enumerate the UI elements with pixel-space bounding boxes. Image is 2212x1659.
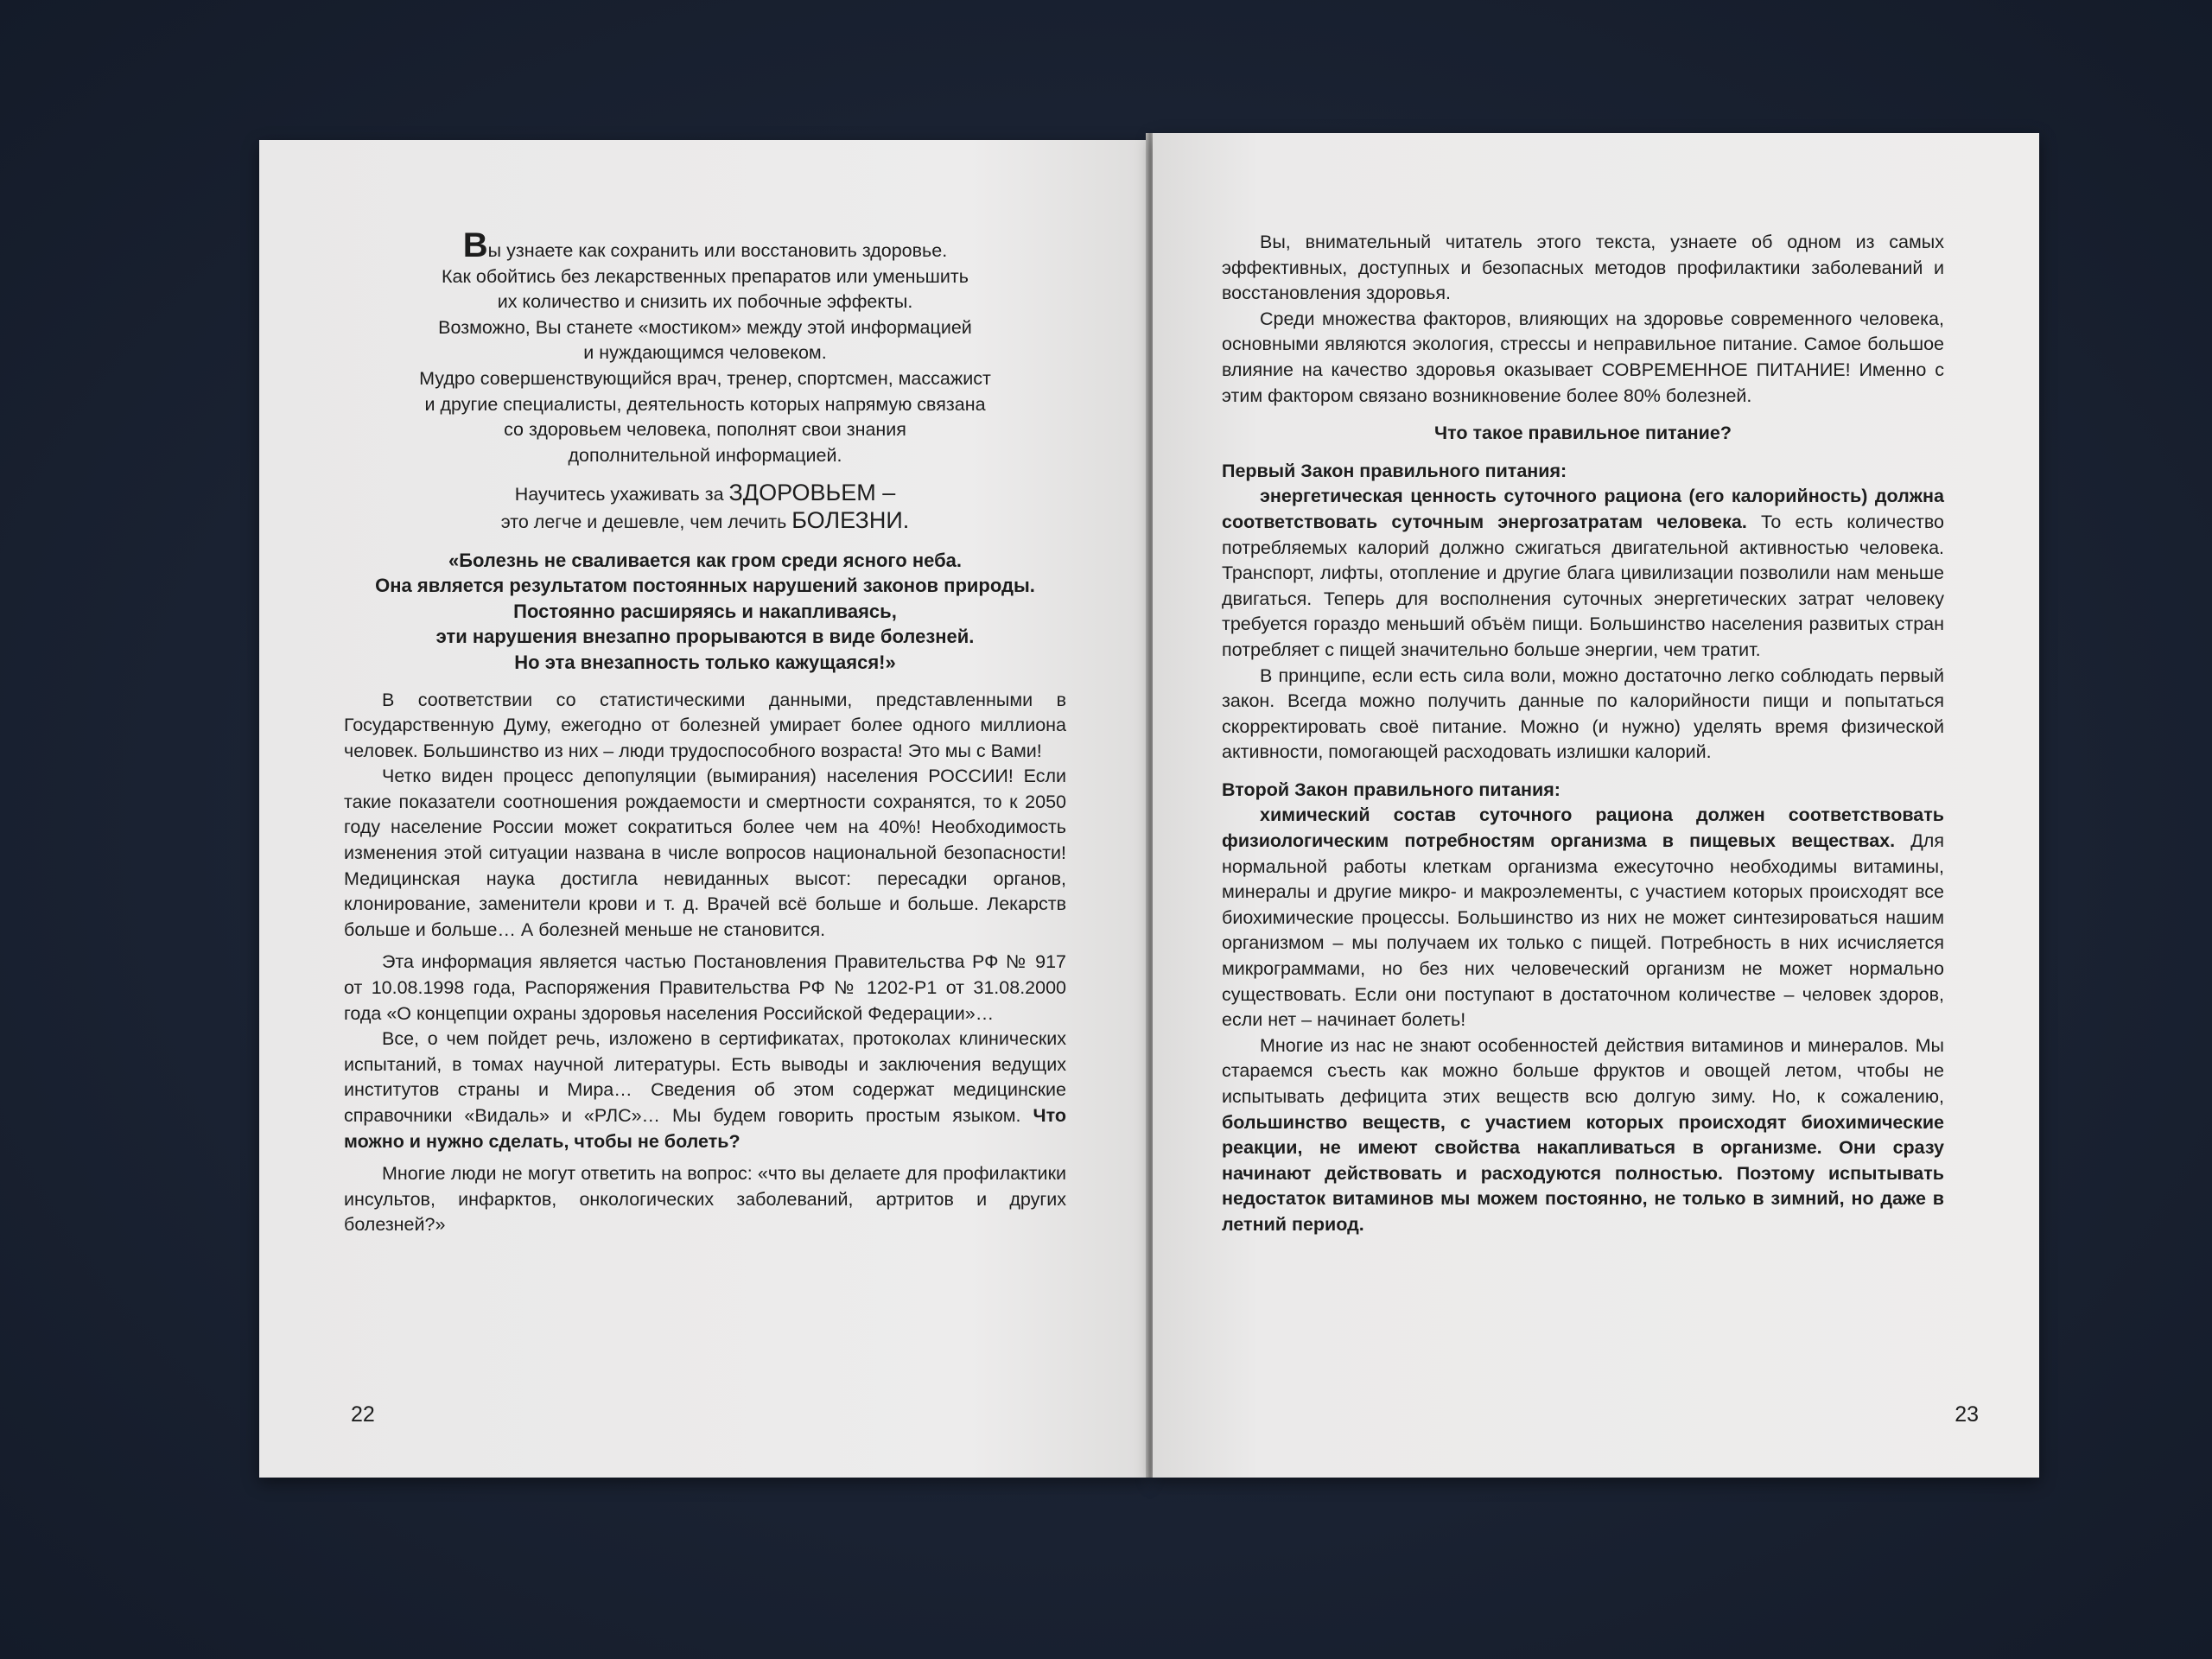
first-law-heading: Первый Закон правильного питания:: [1222, 460, 1567, 481]
quote-line: Постоянно расширяясь и накапливаясь,: [513, 600, 897, 622]
paragraph-certificates: Все, о чем пойдет речь, изложено в сертификатах, протоколах клинических испытаний, в томах научной литературы. Есть выводы и заключения ведущих институтов страны и Мира… Сведения об этом содержат медицинские справочники «Видаль» и «РЛС»… Мы будем говорить простым языком. Что можно и нужно сделать, чтобы не болеть?: [344, 1028, 1066, 1152]
drop-cap: В: [462, 226, 488, 264]
quote-line: «Болезнь не сваливается как гром среди ясного неба.: [448, 549, 963, 571]
question-bold: Что можно и нужно сделать, чтобы не болеть?: [344, 1105, 1066, 1152]
left-page-text: [344, 226, 1066, 1238]
paragraph-statistics: В соответствии со статистическими данными, представленными в Государственную Думу, ежегодно от болезней умирает более одного миллиона человек. Большинство из них – люди трудоспособного возраста! Это мы с Вами!: [344, 689, 1066, 761]
first-law-text: энергетическая ценность суточного рациона (его калорийность) должна соответствовать суточным энергозатратам человека. То есть количество потребляемых калорий должно сжигаться двигательной активностью человека. Транспорт, лифты, отопление и другие блага цивилизации позволили нам меньше двигаться. Теперь для восполнения суточных энергетических затрат человеку требуется гораздо меньший объём пищи. Большинство населения развитых стран потребляет с пищей значительно больше энергии, чем тратит.: [1222, 486, 1945, 660]
section-heading-nutrition: Что такое правильное питание?: [1434, 423, 1732, 444]
right-page: [1153, 133, 2039, 1478]
paragraph-government-decree: Эта информация является частью Постановления Правительства РФ № 917 от 10.08.1998 года, Распоряжения Правительства РФ № 1202-Р1 от 31.08.2000 года «О концепции охраны здоровья населения Российской Федерации»…: [344, 951, 1066, 1024]
page-number-left: 22: [351, 1402, 375, 1427]
paragraph-reader: Вы, внимательный читатель этого текста, узнаете об одном из самых эффективных, доступных и безопасных методов профилактики заболеваний и восстановления здоровья.: [1222, 232, 1944, 304]
quote-line: Она является результатом постоянных нарушений законов природы.: [375, 575, 1035, 597]
paragraph-willpower: В принципе, если есть сила воли, можно достаточно легко соблюдать первый закон. Всегда можно получить данные по калорийности пищи и попытаться скорректировать своё питание. Можно (и нужно) уделять время физической активности, помогающей расходовать излишки калорий.: [1222, 664, 1944, 763]
intro-block: [344, 226, 1066, 468]
quote-line: Но эта внезапность только кажущаяся!»: [514, 651, 896, 673]
slogan-line-1: Научитесь ухаживать за ЗДОРОВЬЕМ –: [514, 480, 896, 506]
intro-line: Вы узнаете как сохранить или восстановить здоровье.: [462, 226, 948, 264]
intro-line: Мудро совершенствующийся врач, тренер, спортсмен, массажист: [419, 367, 991, 389]
page-number-right: 23: [1955, 1402, 1979, 1427]
paragraph-factors: Среди множества факторов, влияющих на здоровье современного человека, основными являются экология, стрессы и неправильное питание. Самое большое влияние на качество здоровья оказывает СОВРЕМЕННОЕ ПИТАНИЕ! Именно с этим фактором связано возникновение более 80% болезней.: [1222, 308, 1944, 406]
paragraph-depopulation: Четко виден процесс депопуляции (вымирания) населения РОССИИ! Если такие показатели соотношения рождаемости и смертности сохранятся, то к 2050 году население России может сократиться более чем на 40%! Необходимость изменения этой ситуации названа в числе вопросов национальной безопасности! Медицинская наука достигла невиданных высот: пересадки органов, клонирование, заменители крови и т. д. Врачей всё больше и больше. Лекарств больше и больше… А болезней меньше не становится.: [344, 766, 1066, 940]
quote-block: [344, 548, 1066, 676]
intro-line: и нуждающимся человеком.: [583, 342, 827, 364]
quote-line: эти нарушения внезапно прорываются в виде болезней.: [435, 626, 975, 648]
paragraph-vitamins: Многие из нас не знают особенностей действия витаминов и минералов. Мы стараемся съесть как можно больше фруктов и овощей летом, чтобы не испытывать дефицита этих веществ всю долгую зиму. Но, к сожалению, большинство веществ, с участием которых происходят биохимические реакции, не имеют свойства накапливаться в организме. Они сразу начинают действовать и расходуются полностью. Поэтому испытывать недостаток витаминов мы можем постоянно, не только в зимний, но даже в летний период.: [1222, 1034, 1944, 1235]
intro-line: и другие специалисты, деятельность которых напрямую связана: [424, 393, 986, 415]
left-page: [259, 140, 1147, 1478]
second-law-heading: Второй Закон правильного питания:: [1222, 779, 1560, 800]
intro-line: Возможно, Вы станете «мостиком» между этой информацией: [438, 316, 972, 338]
slogan-line-2: это легче и дешевле, чем лечить БОЛЕЗНИ.: [500, 506, 910, 533]
intro-line: дополнительной информацией.: [568, 444, 842, 466]
intro-line: со здоровьем человека, пополнят свои знания: [504, 419, 906, 441]
right-page-text: [1222, 230, 1944, 1238]
second-law-text: химический состав суточного рациона должен соответствовать физиологическим потребностям организма в пищевых веществах. Для нормальной работы клеткам организма ежесуточно необходимы витамины, минералы и другие микро- и макроэлементы, с участием которых происходят все биохимические процессы. Большинство из них не может синтезироваться нашим организмом – мы получаем их только с пищей. Потребность в них исчисляется микрограммами, но без них человеческий организм не может нормально существовать. Если они поступают в достаточном количестве – человек здоров, если нет – начинает болеть!: [1222, 804, 1944, 1031]
intro-line: Как обойтись без лекарственных препаратов или уменьшить: [442, 265, 969, 287]
intro-line: их количество и снизить их побочные эффекты.: [497, 291, 913, 313]
open-booklet: [259, 121, 2039, 1478]
paragraph-prevention-question: Многие люди не могут ответить на вопрос: «что вы делаете для профилактики инсультов, инфарктов, онкологических заболеваний, артритов и других болезней?»: [344, 1163, 1066, 1236]
